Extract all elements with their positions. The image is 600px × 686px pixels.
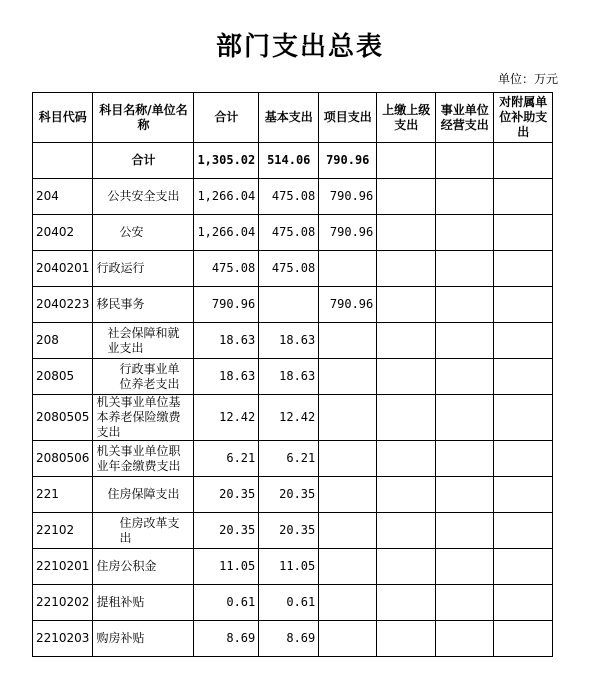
header-basic: 基本支出 (259, 93, 319, 143)
table-row (33, 215, 553, 251)
row-code: 2080506 (33, 441, 93, 477)
row-business (436, 215, 494, 251)
row-remit (377, 621, 436, 657)
row-remit (377, 251, 436, 287)
row-code: 2040201 (33, 251, 93, 287)
row-basic: 6.21 (259, 441, 319, 477)
row-remit (377, 323, 436, 359)
row-sum: 1,266.04 (194, 215, 259, 251)
header-sum: 合计 (194, 93, 259, 143)
row-business (436, 441, 494, 477)
row-project (319, 621, 377, 657)
row-remit (377, 513, 436, 549)
table-row (33, 287, 553, 323)
total-sum: 1,305.02 (194, 143, 259, 179)
row-name: 提租补贴 (93, 585, 194, 621)
table-row (33, 323, 553, 359)
row-business (436, 359, 494, 395)
row-business (436, 395, 494, 441)
row-code: 208 (33, 323, 93, 359)
row-sum: 6.21 (194, 441, 259, 477)
row-basic: 12.42 (259, 395, 319, 441)
row-remit (377, 549, 436, 585)
row-remit (377, 179, 436, 215)
row-business (436, 513, 494, 549)
row-project (319, 585, 377, 621)
table-row (33, 513, 553, 549)
row-subsidy (494, 513, 553, 549)
row-subsidy (494, 251, 553, 287)
row-name: 移民事务 (93, 287, 194, 323)
row-sum: 12.42 (194, 395, 259, 441)
row-project (319, 513, 377, 549)
row-basic (259, 287, 319, 323)
row-basic: 18.63 (259, 359, 319, 395)
table-row (33, 549, 553, 585)
row-sum: 8.69 (194, 621, 259, 657)
row-business (436, 621, 494, 657)
row-project (319, 477, 377, 513)
header-business: 事业单位经营支出 (436, 93, 494, 143)
row-code: 2210201 (33, 549, 93, 585)
total-row (33, 143, 553, 179)
row-remit (377, 215, 436, 251)
table-row (33, 359, 553, 395)
row-sum: 20.35 (194, 513, 259, 549)
row-name: 公安 (93, 215, 194, 251)
expenditure-table (32, 92, 553, 657)
row-code: 2080505 (33, 395, 93, 441)
row-business (436, 323, 494, 359)
total-business (436, 143, 494, 179)
row-business (436, 585, 494, 621)
table-row (33, 395, 553, 441)
row-project (319, 323, 377, 359)
row-sum: 20.35 (194, 477, 259, 513)
page-title: 部门支出总表 (215, 32, 384, 62)
row-name: 行政事业单位养老支出 (93, 359, 194, 395)
row-code: 20402 (33, 215, 93, 251)
table-row (33, 585, 553, 621)
row-basic: 475.08 (259, 179, 319, 215)
header-project: 项目支出 (319, 93, 377, 143)
row-basic: 18.63 (259, 323, 319, 359)
row-name: 住房公积金 (93, 549, 194, 585)
row-sum: 18.63 (194, 359, 259, 395)
row-sum: 1,266.04 (194, 179, 259, 215)
row-name: 社会保障和就业支出 (93, 323, 194, 359)
row-name: 住房改革支出 (93, 513, 194, 549)
row-subsidy (494, 395, 553, 441)
total-basic: 514.06 (259, 143, 319, 179)
row-project (319, 395, 377, 441)
row-sum: 18.63 (194, 323, 259, 359)
row-sum: 0.61 (194, 585, 259, 621)
table-row (33, 251, 553, 287)
header-code: 科目代码 (33, 93, 93, 143)
row-code: 2040223 (33, 287, 93, 323)
row-remit (377, 395, 436, 441)
row-code: 204 (33, 179, 93, 215)
row-subsidy (494, 621, 553, 657)
row-basic: 0.61 (259, 585, 319, 621)
row-subsidy (494, 585, 553, 621)
header-name: 科目名称/单位名称 (93, 93, 194, 143)
row-name: 机关事业单位基本养老保险缴费支出 (93, 395, 194, 441)
row-code: 2210203 (33, 621, 93, 657)
row-project (319, 359, 377, 395)
row-basic: 20.35 (259, 477, 319, 513)
row-basic: 8.69 (259, 621, 319, 657)
row-project (319, 441, 377, 477)
table-row (33, 441, 553, 477)
row-sum: 790.96 (194, 287, 259, 323)
total-subsidy (494, 143, 553, 179)
row-code: 2210202 (33, 585, 93, 621)
row-remit (377, 585, 436, 621)
row-sum: 11.05 (194, 549, 259, 585)
row-subsidy (494, 441, 553, 477)
row-name: 机关事业单位职业年金缴费支出 (93, 441, 194, 477)
total-remit (377, 143, 436, 179)
row-project: 790.96 (319, 215, 377, 251)
row-project (319, 251, 377, 287)
row-remit (377, 477, 436, 513)
row-subsidy (494, 179, 553, 215)
row-basic: 20.35 (259, 513, 319, 549)
unit-label: 单位：万元 (497, 72, 558, 86)
row-subsidy (494, 477, 553, 513)
row-remit (377, 441, 436, 477)
row-subsidy (494, 323, 553, 359)
row-name: 行政运行 (93, 251, 194, 287)
row-name: 公共安全支出 (93, 179, 194, 215)
table-row (33, 179, 553, 215)
row-project: 790.96 (319, 287, 377, 323)
row-project (319, 549, 377, 585)
row-business (436, 287, 494, 323)
table-row (33, 477, 553, 513)
row-business (436, 477, 494, 513)
row-subsidy (494, 359, 553, 395)
header-subsidy: 对附属单位补助支出 (494, 93, 553, 143)
row-subsidy (494, 215, 553, 251)
total-code (33, 143, 93, 179)
row-remit (377, 359, 436, 395)
row-business (436, 179, 494, 215)
total-project: 790.96 (319, 143, 377, 179)
row-code: 20805 (33, 359, 93, 395)
row-remit (377, 287, 436, 323)
row-subsidy (494, 549, 553, 585)
header-row (33, 93, 553, 143)
row-business (436, 251, 494, 287)
row-basic: 11.05 (259, 549, 319, 585)
table-row (33, 621, 553, 657)
row-name: 住房保障支出 (93, 477, 194, 513)
header-remit: 上缴上级支出 (377, 93, 436, 143)
row-project: 790.96 (319, 179, 377, 215)
row-sum: 475.08 (194, 251, 259, 287)
total-label: 合计 (93, 143, 194, 179)
row-basic: 475.08 (259, 251, 319, 287)
row-code: 221 (33, 477, 93, 513)
row-basic: 475.08 (259, 215, 319, 251)
row-business (436, 549, 494, 585)
row-code: 22102 (33, 513, 93, 549)
row-subsidy (494, 287, 553, 323)
row-name: 购房补贴 (93, 621, 194, 657)
